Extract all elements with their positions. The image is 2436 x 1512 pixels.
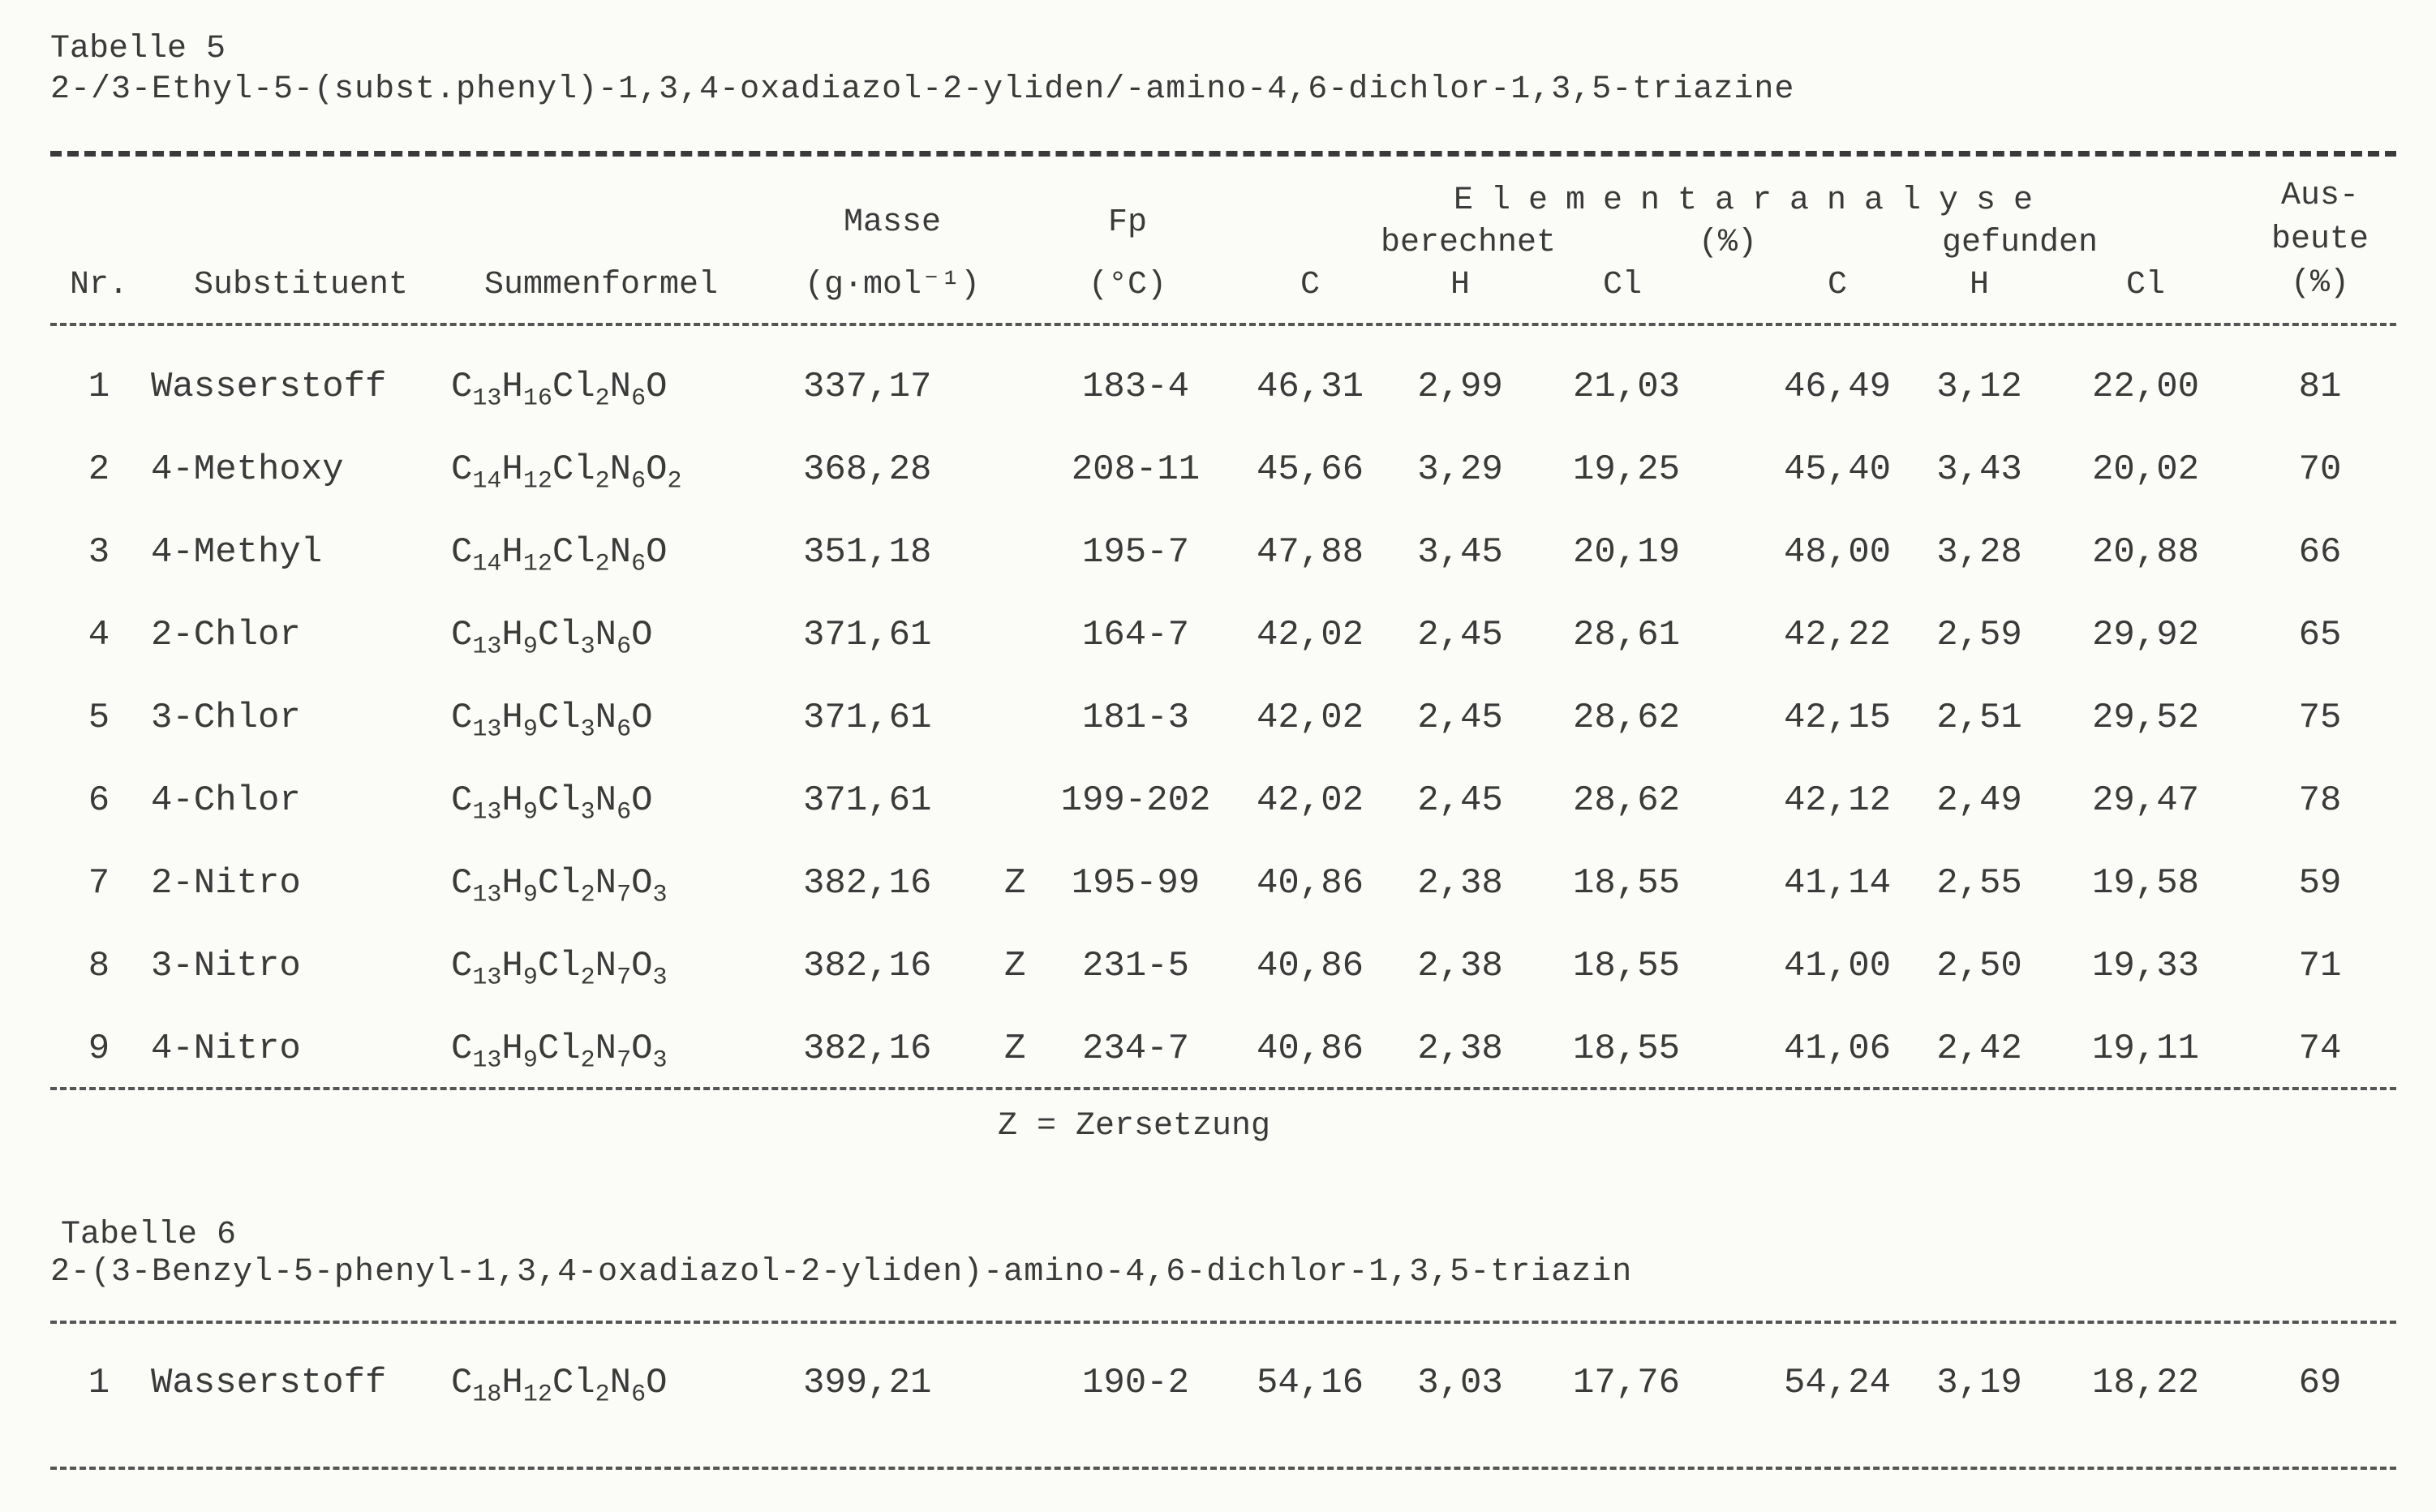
formula-element: Cl bbox=[552, 449, 595, 490]
c-calculated: 45,66 bbox=[1256, 449, 1364, 490]
formula-subscript: 2 bbox=[595, 1381, 610, 1409]
formula-subscript: 9 bbox=[522, 798, 538, 827]
cl-calculated: 18,55 bbox=[1572, 1029, 1681, 1069]
cl-found: 22,00 bbox=[2091, 367, 2200, 407]
melting-point: 199-202 bbox=[1060, 780, 1211, 821]
table5-caption: Tabelle 5 bbox=[50, 31, 226, 67]
formula-element: H bbox=[501, 1029, 523, 1069]
header-h-calc: H bbox=[1450, 267, 1470, 303]
header-mass-top: Masse bbox=[843, 204, 942, 241]
header-percent: (%) bbox=[1698, 225, 1757, 261]
row-number: 1 bbox=[88, 1363, 110, 1403]
formula-subscript: 7 bbox=[617, 881, 632, 909]
h-found: 3,19 bbox=[1936, 1363, 2022, 1403]
formula-subscript: 13 bbox=[472, 798, 502, 827]
formula-subscript: 3 bbox=[652, 964, 668, 992]
decomposition-mark: Z bbox=[1004, 1029, 1026, 1069]
cl-found: 19,33 bbox=[2091, 946, 2200, 986]
row-number: 6 bbox=[88, 780, 110, 821]
table6-title: 2-(3-Benzyl-5-phenyl-1,3,4-oxadiazol-2-yliden)-amino-4,6-dichlor-1,3,5-triazin bbox=[50, 1254, 1633, 1291]
cl-found: 29,92 bbox=[2091, 615, 2200, 655]
yield: 69 bbox=[2298, 1363, 2342, 1403]
substituent: Wasserstoff bbox=[151, 1363, 387, 1403]
formula-subscript: 13 bbox=[472, 881, 502, 909]
formula-subscript: 6 bbox=[631, 550, 647, 578]
formula-subscript: 3 bbox=[580, 798, 595, 827]
formula-element: H bbox=[501, 780, 523, 821]
c-calculated: 54,16 bbox=[1256, 1363, 1364, 1403]
formula-element: C bbox=[451, 946, 473, 986]
yield: 65 bbox=[2298, 615, 2342, 655]
cl-found: 19,11 bbox=[2091, 1029, 2200, 1069]
row-number: 3 bbox=[88, 532, 110, 573]
formula-element: N bbox=[595, 698, 617, 738]
formula-element: C bbox=[451, 698, 473, 738]
formula-element: N bbox=[595, 946, 617, 986]
c-found: 45,40 bbox=[1783, 449, 1892, 490]
header-fp-top: Fp bbox=[1107, 204, 1147, 241]
header-yield-top: Aus- bbox=[2280, 178, 2359, 214]
cl-found: 20,88 bbox=[2091, 532, 2200, 573]
formula bbox=[451, 449, 800, 496]
header-fp-bottom: (°C) bbox=[1088, 267, 1166, 303]
cl-calculated: 28,62 bbox=[1572, 780, 1681, 821]
yield: 81 bbox=[2298, 367, 2342, 407]
yield: 70 bbox=[2298, 449, 2342, 490]
formula-subscript: 6 bbox=[631, 384, 647, 413]
mass: 337,17 bbox=[803, 367, 932, 407]
h-calculated: 3,45 bbox=[1417, 532, 1503, 573]
c-found: 42,22 bbox=[1783, 615, 1892, 655]
formula-subscript: 9 bbox=[522, 1046, 538, 1075]
formula-element: Cl bbox=[537, 615, 581, 655]
header-h-found: H bbox=[1969, 267, 1989, 303]
formula-subscript: 12 bbox=[522, 550, 552, 578]
formula-subscript: 18 bbox=[472, 1381, 502, 1409]
formula-element: N bbox=[609, 449, 632, 490]
header-yield-bottom: (%) bbox=[2290, 265, 2349, 302]
c-calculated: 40,86 bbox=[1256, 863, 1364, 904]
formula-subscript: 13 bbox=[472, 1046, 502, 1075]
melting-point: 164-7 bbox=[1081, 615, 1190, 655]
table5-title: 2-/3-Ethyl-5-(subst.phenyl)-1,3,4-oxadiazol-2-yliden/-amino-4,6-dichlor-1,3,5-triazine bbox=[50, 71, 1795, 108]
formula-element: C bbox=[451, 532, 473, 573]
mass: 382,16 bbox=[803, 946, 932, 986]
substituent: 4-Nitro bbox=[151, 1029, 301, 1069]
cl-found: 20,02 bbox=[2091, 449, 2200, 490]
formula-element: O bbox=[631, 863, 653, 904]
h-calculated: 3,29 bbox=[1417, 449, 1503, 490]
formula-element: H bbox=[501, 532, 523, 573]
table5-bottom-rule bbox=[50, 1087, 2396, 1090]
h-found: 3,28 bbox=[1936, 532, 2022, 573]
formula-subscript: 3 bbox=[652, 881, 668, 909]
decomposition-mark: Z bbox=[1004, 863, 1026, 904]
melting-point: 190-2 bbox=[1081, 1363, 1190, 1403]
h-found: 2,51 bbox=[1936, 698, 2022, 738]
formula bbox=[451, 698, 800, 744]
formula bbox=[451, 367, 800, 413]
h-found: 2,55 bbox=[1936, 863, 2022, 904]
formula-subscript: 14 bbox=[472, 467, 502, 496]
formula bbox=[451, 863, 800, 909]
c-found: 41,06 bbox=[1783, 1029, 1892, 1069]
formula-element: N bbox=[595, 780, 617, 821]
formula-element: O bbox=[631, 615, 653, 655]
formula-element: O bbox=[646, 367, 668, 407]
c-calculated: 40,86 bbox=[1256, 1029, 1364, 1069]
h-calculated: 2,38 bbox=[1417, 946, 1503, 986]
h-found: 2,50 bbox=[1936, 946, 2022, 986]
formula-element: Cl bbox=[552, 1363, 595, 1403]
header-substituent: Substituent bbox=[193, 267, 409, 303]
formula-subscript: 9 bbox=[522, 881, 538, 909]
formula-subscript: 2 bbox=[595, 550, 610, 578]
formula bbox=[451, 1029, 800, 1075]
c-calculated: 42,02 bbox=[1256, 780, 1364, 821]
formula-subscript: 9 bbox=[522, 715, 538, 744]
header-gefunden: gefunden bbox=[1941, 225, 2099, 261]
h-calculated: 2,99 bbox=[1417, 367, 1503, 407]
cl-calculated: 19,25 bbox=[1572, 449, 1681, 490]
formula-element: Cl bbox=[537, 863, 581, 904]
substituent: 2-Chlor bbox=[151, 615, 301, 655]
formula-element: N bbox=[595, 1029, 617, 1069]
formula-element: C bbox=[451, 780, 473, 821]
h-found: 3,12 bbox=[1936, 367, 2022, 407]
formula-element: Cl bbox=[537, 780, 581, 821]
cl-calculated: 18,55 bbox=[1572, 863, 1681, 904]
melting-point: 183-4 bbox=[1081, 367, 1190, 407]
formula-subscript: 2 bbox=[580, 1046, 595, 1075]
h-found: 2,42 bbox=[1936, 1029, 2022, 1069]
formula-element: O bbox=[646, 449, 668, 490]
formula-element: O bbox=[646, 532, 668, 573]
formula-subscript: 12 bbox=[522, 467, 552, 496]
table6-caption: Tabelle 6 bbox=[61, 1217, 237, 1253]
formula-subscript: 12 bbox=[522, 1381, 552, 1409]
header-yield-mid: beute bbox=[2271, 221, 2369, 258]
formula-element: C bbox=[451, 449, 473, 490]
table6-top-rule bbox=[50, 1321, 2396, 1324]
h-found: 3,43 bbox=[1936, 449, 2022, 490]
table5-top-rule bbox=[50, 151, 2396, 157]
formula-subscript: 3 bbox=[580, 633, 595, 661]
h-calculated: 2,45 bbox=[1417, 615, 1503, 655]
table5-header-rule bbox=[50, 323, 2396, 326]
melting-point: 181-3 bbox=[1081, 698, 1190, 738]
formula-subscript: 3 bbox=[580, 715, 595, 744]
header-berechnet: berechnet bbox=[1380, 225, 1557, 261]
mass: 351,18 bbox=[803, 532, 932, 573]
mass: 371,61 bbox=[803, 615, 932, 655]
formula-element: O bbox=[631, 698, 653, 738]
c-found: 41,14 bbox=[1783, 863, 1892, 904]
formula-subscript: 13 bbox=[472, 715, 502, 744]
formula-element: N bbox=[595, 615, 617, 655]
h-calculated: 2,38 bbox=[1417, 863, 1503, 904]
cl-calculated: 18,55 bbox=[1572, 946, 1681, 986]
mass: 371,61 bbox=[803, 698, 932, 738]
cl-calculated: 28,62 bbox=[1572, 698, 1681, 738]
substituent: 4-Methoxy bbox=[151, 449, 344, 490]
c-found: 54,24 bbox=[1783, 1363, 1892, 1403]
formula-element: Cl bbox=[552, 367, 595, 407]
formula-element: C bbox=[451, 367, 473, 407]
formula-element: N bbox=[609, 367, 632, 407]
formula bbox=[451, 532, 800, 578]
formula-element: H bbox=[501, 946, 523, 986]
formula-element: C bbox=[451, 863, 473, 904]
row-number: 1 bbox=[88, 367, 110, 407]
substituent: Wasserstoff bbox=[151, 367, 387, 407]
header-elementaranalyse: Elementaranalyse bbox=[1453, 183, 2051, 219]
c-calculated: 47,88 bbox=[1256, 532, 1364, 573]
melting-point: 234-7 bbox=[1081, 1029, 1190, 1069]
row-number: 4 bbox=[88, 615, 110, 655]
formula-subscript: 7 bbox=[617, 1046, 632, 1075]
cl-calculated: 21,03 bbox=[1572, 367, 1681, 407]
header-nr: Nr. bbox=[69, 267, 128, 303]
formula-element: H bbox=[501, 449, 523, 490]
yield: 75 bbox=[2298, 698, 2342, 738]
yield: 74 bbox=[2298, 1029, 2342, 1069]
formula-subscript: 6 bbox=[617, 633, 632, 661]
formula-element: C bbox=[451, 615, 473, 655]
formula-element: C bbox=[451, 1029, 473, 1069]
h-calculated: 2,38 bbox=[1417, 1029, 1503, 1069]
formula-subscript: 7 bbox=[617, 964, 632, 992]
table6-bottom-rule bbox=[50, 1467, 2396, 1470]
row-number: 9 bbox=[88, 1029, 110, 1069]
formula bbox=[451, 946, 800, 992]
formula-element: O bbox=[646, 1363, 668, 1403]
formula-element: H bbox=[501, 698, 523, 738]
cl-found: 19,58 bbox=[2091, 863, 2200, 904]
formula-subscript: 2 bbox=[595, 384, 610, 413]
table5-footnote: Z = Zersetzung bbox=[998, 1108, 1271, 1145]
c-calculated: 42,02 bbox=[1256, 698, 1364, 738]
formula bbox=[451, 615, 800, 661]
formula-subscript: 2 bbox=[580, 881, 595, 909]
substituent: 3-Chlor bbox=[151, 698, 301, 738]
yield: 78 bbox=[2298, 780, 2342, 821]
formula-element: O bbox=[631, 780, 653, 821]
formula-element: H bbox=[501, 367, 523, 407]
formula-subscript: 6 bbox=[617, 798, 632, 827]
substituent: 2-Nitro bbox=[151, 863, 301, 904]
formula-element: O bbox=[631, 1029, 653, 1069]
cl-found: 29,47 bbox=[2091, 780, 2200, 821]
melting-point: 195-99 bbox=[1071, 863, 1201, 904]
formula bbox=[451, 1363, 800, 1409]
c-calculated: 40,86 bbox=[1256, 946, 1364, 986]
yield: 71 bbox=[2298, 946, 2342, 986]
formula-subscript: 6 bbox=[631, 1381, 647, 1409]
formula-subscript: 6 bbox=[617, 715, 632, 744]
formula-element: O bbox=[631, 946, 653, 986]
formula-subscript: 16 bbox=[522, 384, 552, 413]
c-calculated: 42,02 bbox=[1256, 615, 1364, 655]
mass: 382,16 bbox=[803, 863, 932, 904]
header-c-calc: C bbox=[1300, 267, 1320, 303]
header-cl-calc: Cl bbox=[1602, 267, 1642, 303]
formula-subscript: 6 bbox=[631, 467, 647, 496]
mass: 399,21 bbox=[803, 1363, 932, 1403]
formula-subscript: 2 bbox=[580, 964, 595, 992]
melting-point: 208-11 bbox=[1071, 449, 1201, 490]
decomposition-mark: Z bbox=[1004, 946, 1026, 986]
formula-subscript: 2 bbox=[595, 467, 610, 496]
cl-calculated: 20,19 bbox=[1572, 532, 1681, 573]
h-calculated: 2,45 bbox=[1417, 780, 1503, 821]
formula-element: N bbox=[595, 863, 617, 904]
formula-element: Cl bbox=[537, 1029, 581, 1069]
mass: 382,16 bbox=[803, 1029, 932, 1069]
formula-subscript: 9 bbox=[522, 964, 538, 992]
h-calculated: 2,45 bbox=[1417, 698, 1503, 738]
formula-element: Cl bbox=[537, 698, 581, 738]
header-c-found: C bbox=[1827, 267, 1847, 303]
cl-found: 29,52 bbox=[2091, 698, 2200, 738]
c-found: 46,49 bbox=[1783, 367, 1892, 407]
mass: 371,61 bbox=[803, 780, 932, 821]
c-calculated: 46,31 bbox=[1256, 367, 1364, 407]
header-cl-found: Cl bbox=[2125, 267, 2165, 303]
row-number: 8 bbox=[88, 946, 110, 986]
formula-subscript: 9 bbox=[522, 633, 538, 661]
formula-element: C bbox=[451, 1363, 473, 1403]
header-formula: Summenformel bbox=[483, 267, 719, 303]
formula-element: H bbox=[501, 863, 523, 904]
substituent: 4-Methyl bbox=[151, 532, 323, 573]
formula-element: Cl bbox=[552, 532, 595, 573]
h-found: 2,59 bbox=[1936, 615, 2022, 655]
substituent: 3-Nitro bbox=[151, 946, 301, 986]
melting-point: 195-7 bbox=[1081, 532, 1190, 573]
c-found: 42,15 bbox=[1783, 698, 1892, 738]
yield: 66 bbox=[2298, 532, 2342, 573]
formula-subscript: 14 bbox=[472, 550, 502, 578]
substituent: 4-Chlor bbox=[151, 780, 301, 821]
c-found: 48,00 bbox=[1783, 532, 1892, 573]
formula-subscript: 13 bbox=[472, 964, 502, 992]
formula-element: N bbox=[609, 1363, 632, 1403]
c-found: 41,00 bbox=[1783, 946, 1892, 986]
c-found: 42,12 bbox=[1783, 780, 1892, 821]
formula-element: Cl bbox=[537, 946, 581, 986]
cl-found: 18,22 bbox=[2091, 1363, 2200, 1403]
header-mass-bottom: (g·mol⁻¹) bbox=[804, 267, 981, 303]
row-number: 5 bbox=[88, 698, 110, 738]
row-number: 2 bbox=[88, 449, 110, 490]
formula-subscript: 3 bbox=[652, 1046, 668, 1075]
formula-subscript: 2 bbox=[667, 467, 682, 496]
formula bbox=[451, 780, 800, 827]
melting-point: 231-5 bbox=[1081, 946, 1190, 986]
h-found: 2,49 bbox=[1936, 780, 2022, 821]
mass: 368,28 bbox=[803, 449, 932, 490]
formula-element: N bbox=[609, 532, 632, 573]
cl-calculated: 17,76 bbox=[1572, 1363, 1681, 1403]
formula-element: H bbox=[501, 1363, 523, 1403]
h-calculated: 3,03 bbox=[1417, 1363, 1503, 1403]
cl-calculated: 28,61 bbox=[1572, 615, 1681, 655]
formula-subscript: 13 bbox=[472, 633, 502, 661]
formula-subscript: 13 bbox=[472, 384, 502, 413]
yield: 59 bbox=[2298, 863, 2342, 904]
row-number: 7 bbox=[88, 863, 110, 904]
formula-element: H bbox=[501, 615, 523, 655]
